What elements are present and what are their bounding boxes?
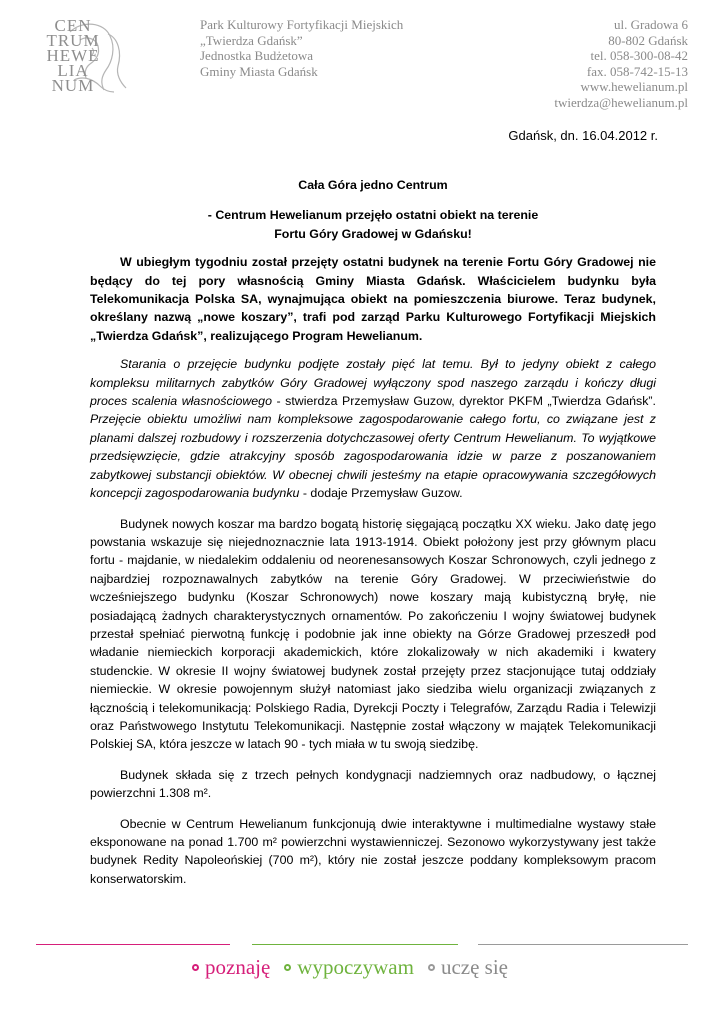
hewelianum-logo [30, 18, 130, 94]
current-paragraph: Obecnie w Centrum Hewelianum funkcjonują dwie interaktywne i multimedialne wystawy stałe eksponowane na ponad 1.700 m² powierzchni wystawienniczej. Sezonowo wykorzystywany jest także budynek Redity Napoleońskiej (700 m²), który nie został jeszcze poddany kompleksowym pracom konserwatorskim. [90, 816, 656, 886]
org-line: Gminy Miasta Gdańsk [200, 63, 318, 79]
tagline-learn: poznaję [192, 955, 270, 980]
org-line: Park Kulturowy Fortyfikacji Miejskich [200, 17, 404, 32]
structure-paragraph: Budynek składa się z trzech pełnych kondygnacji nadziemnych oraz nadbudowy, o łącznej powierzchni 1.308 m². [90, 767, 656, 801]
circle-bullet-icon [284, 964, 291, 971]
document-title: Cała Góra jedno Centrum [298, 178, 448, 192]
footer-tagline [192, 955, 508, 980]
tagline-relax: wypoczywam [284, 955, 414, 980]
address-street: ul. Gradowa 6 [613, 17, 688, 32]
address-city: 80-802 Gdańsk [608, 32, 688, 48]
organization-info [200, 17, 403, 79]
history-paragraph: Budynek nowych koszar ma bardzo bogatą historię sięgającą początku XX wieku. Jako datę jego powstania wskazuje się niejednoznacznie lata 1913-1914. Obiekt położony jest przy głównym placu fortu - majdanie, w niedalekim oddaleniu od neorenesansowych Koszar Schronowych, czyli jednego z najbardziej rozpoznawalnych zabytków na terenie Góry Gradowej. W przeciwieństwie do wcześniejszego budynku (Koszar Schronowych) nowe koszary mają kubistyczną bryłę, nie posiadającą żadnych charakterystycznych ornamentów. Po zakończeniu I wojny światowej budynek przestał spełniać pierwotną funkcję i podobnie jak inne obiekty na Górze Gradowej przeszedł pod władanie niemieckich korporacji akademickich, które zlokalizowały w nich akademiki i kwatery studenckie. W okresie II wojny światowej budynek został przejęty przez stacjonujące tutaj oddziały niemieckie. W okresie powojennym służył natomiast jako siedziba wielu organizacji związanych z łącznością i telekomunikacją: Polskiego Radia, Dyrekcji Poczty i Telegrafów, Zarządu Radia i Telewizji oraz Państwowego Instytutu Telekomunikacji. Następnie został włączony w majątek Telekomunikacji Polskiej SA, która jeszcze w latach 90 - tych miała w tu swoją siedzibę. [90, 516, 656, 752]
org-line: „Twierdza Gdańsk” [200, 32, 303, 48]
tagline-study: uczę się [428, 955, 508, 980]
logo-wordmark: CEN TRUM HEWE LIA NUM [46, 16, 100, 95]
website-link[interactable]: www.hewelianum.pl [580, 79, 688, 95]
quote-paragraph: Starania o przejęcie budynku podjęte zostały pięć lat temu. Był to jedyny obiekt z całego kompleksu militarnych zabytków Góry Gradowej wyłączony spod naszego zarządu i kończy długi proces scalenia własnościowego - stwierdza Przemysław Guzow, dyrektor PKFM „Twierdza Gdańsk”. Przejęcie obiektu umożliwi nam kompleksowe zagospodarowanie całego fortu, co związane jest z planami dalszej rozbudowy i rozszerzenia dotychczasowej oferty Centrum Hewelianum. To wyjątkowe przedsięwzięcie, gdzie atrakcyjny sposób zagospodarowania idzie w parze z poszanowaniem zabytkowej substancji obiektów. W obecnej chwili jesteśmy na etapie opracowywania szczegółowych koncepcji zagospodarowania budynku - dodaje Przemysław Guzow. [90, 357, 657, 501]
phone: tel. 058-300-08-42 [590, 48, 688, 64]
org-line: Jednostka Budżetowa [200, 48, 314, 64]
document-date: Gdańsk, dn. 16.04.2012 r. [508, 128, 658, 143]
lead-paragraph: W ubiegłym tygodniu został przejęty ostatni budynek na terenie Fortu Góry Gradowej nie będący do tej pory własnością Gminy Miasta Gdańsk. Właścicielem budynku była Telekomunikacja Polska SA, wynajmująca obiekt na pomieszczenia biurowe. Teraz budynek, określany nazwą „nowe koszary”, trafi pod zarząd Parku Kulturowego Fortyfikacji Miejskich „Twierdza Gdańsk”, realizującego Program Hewelianum. [90, 255, 656, 343]
press-release-body [90, 176, 656, 900]
fax: fax. 058-742-15-13 [586, 63, 688, 79]
circle-bullet-icon [428, 964, 435, 971]
circle-bullet-icon [192, 964, 199, 971]
email-link[interactable]: twierdza@hewelianum.pl [554, 94, 688, 110]
document-subtitle: - Centrum Hewelianum przejęło ostatni obiekt na terenie Fortu Góry Gradowej w Gdańsku! [207, 208, 539, 241]
contact-info [554, 17, 688, 111]
footer-divider [36, 944, 688, 946]
